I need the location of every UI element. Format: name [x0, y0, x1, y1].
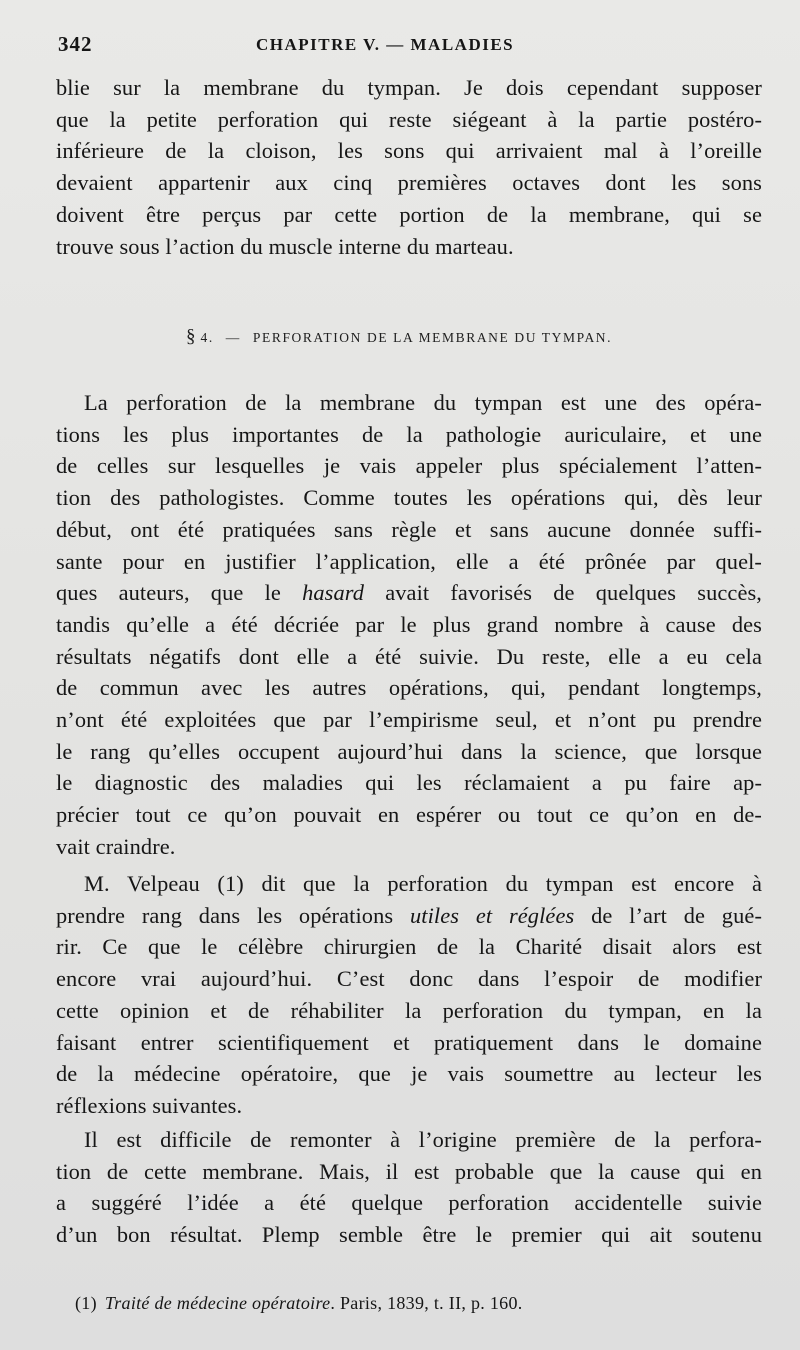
text-line: faisant entrer scientifiquement et pratiquement dans le domaine: [56, 1029, 762, 1055]
text-line: a suggéré l’idée a été quelque perforation accidentelle suivie: [56, 1190, 762, 1216]
text-line: n’ont été exploitées que par l’empirisme seul, et n’ont pu prendre: [56, 707, 762, 733]
text-line: résultats négatifs dont elle a été suivie. Du reste, elle a eu cela: [56, 643, 762, 669]
section-heading: [186, 326, 612, 348]
text-line: inférieure de la cloison, les sons qui arrivaient mal à l’oreille: [56, 138, 762, 164]
text-line: sante pour en justifier l’application, elle a été prônée par quel-: [56, 548, 762, 574]
footnote-marker: (1): [75, 1293, 97, 1313]
text-line: de celles sur lesquelles je vais appeler plus spécialement l’atten-: [56, 453, 762, 479]
text-line: tion de cette membrane. Mais, il est probable que la cause qui en: [56, 1158, 762, 1184]
text-line: début, ont été pratiquées sans règle et sans aucune donnée suffi-: [56, 516, 762, 542]
text-line: devaient appartenir aux cinq premières octaves dont les sons: [56, 170, 762, 196]
text-line: rir. Ce que le célèbre chirurgien de la Charité disait alors est: [56, 934, 762, 960]
text-line: trouve sous l’action du muscle interne du marteau.: [56, 233, 514, 259]
text-line: précier tout ce qu’on pouvait en espérer ou tout ce qu’on en de-: [56, 802, 762, 828]
text-line: blie sur la membrane du tympan. Je dois cependant supposer: [56, 75, 762, 100]
text-line-with-italic: [56, 577, 762, 609]
italic-phrase: utiles et réglées: [409, 902, 575, 928]
text-fragment: prendre rang dans les opérations: [56, 902, 410, 928]
paragraph-origin: [56, 1124, 762, 1251]
text-line: cette opinion et de réhabiliter la perforation du tympan, en la: [56, 997, 762, 1023]
footnote-title: Traité de médecine opératoire: [104, 1293, 331, 1313]
text-line: encore vrai aujourd’hui. C’est donc dans l’espoir de modifier: [56, 966, 762, 992]
text-line: réflexions suivantes.: [56, 1092, 243, 1118]
text-fragment: de l’art de gué-: [574, 902, 762, 928]
text-line: vait craindre.: [56, 833, 176, 859]
text-line: Il est difficile de remonter à l’origine première de la perfora-: [84, 1127, 762, 1152]
section-number: 4.: [200, 330, 214, 345]
text-line: M. Velpeau (1) dit que la perforation du tympan est encore à: [84, 871, 762, 896]
running-head: CHAPITRE V. — MALADIES: [256, 35, 515, 54]
footnote: [75, 1293, 523, 1314]
text-line-with-italic: [56, 900, 762, 932]
top-paragraph: [56, 72, 762, 262]
text-line: tion des pathologistes. Comme toutes les opérations qui, dès leur: [56, 485, 762, 511]
page-header: [58, 32, 748, 62]
page-number: 342: [58, 32, 93, 56]
text-line: le diagnostic des maladies qui les réclamaient a pu faire ap-: [56, 770, 762, 796]
text-line: de commun avec les autres opérations, qui, pendant longtemps,: [56, 675, 762, 701]
section-sign: §: [186, 326, 196, 347]
section-title: PERFORATION DE LA MEMBRANE DU TYMPAN.: [252, 330, 613, 345]
italic-word: hasard: [302, 580, 365, 606]
paragraph-velpeau: [56, 868, 762, 1122]
text-line: d’un bon résultat. Plemp semble être le premier qui ait soutenu: [56, 1222, 762, 1248]
text-line: La perforation de la membrane du tympan est une des opéra-: [84, 390, 762, 415]
text-line: doivent être perçus par cette portion de la membrane, qui se: [56, 201, 762, 227]
text-line: que la petite perforation qui reste siégeant à la partie postéro-: [56, 106, 762, 132]
text-line: le rang qu’elles occupent aujourd’hui dans la science, que lorsque: [56, 738, 762, 764]
section-dash: —: [225, 330, 241, 345]
paragraph-perforation-intro: [56, 387, 762, 863]
text-fragment: ques auteurs, que le: [56, 580, 303, 606]
text-line: de la médecine opératoire, que je vais soumettre au lecteur les: [56, 1061, 762, 1087]
text-line: tions les plus importantes de la pathologie auriculaire, et une: [56, 421, 762, 447]
footnote-citation: . Paris, 1839, t. II, p. 160.: [330, 1293, 523, 1313]
text-fragment: avait favorisés de quelques succès,: [364, 580, 762, 606]
text-line: tandis qu’elle a été décriée par le plus grand nombre à cause des: [56, 611, 762, 637]
